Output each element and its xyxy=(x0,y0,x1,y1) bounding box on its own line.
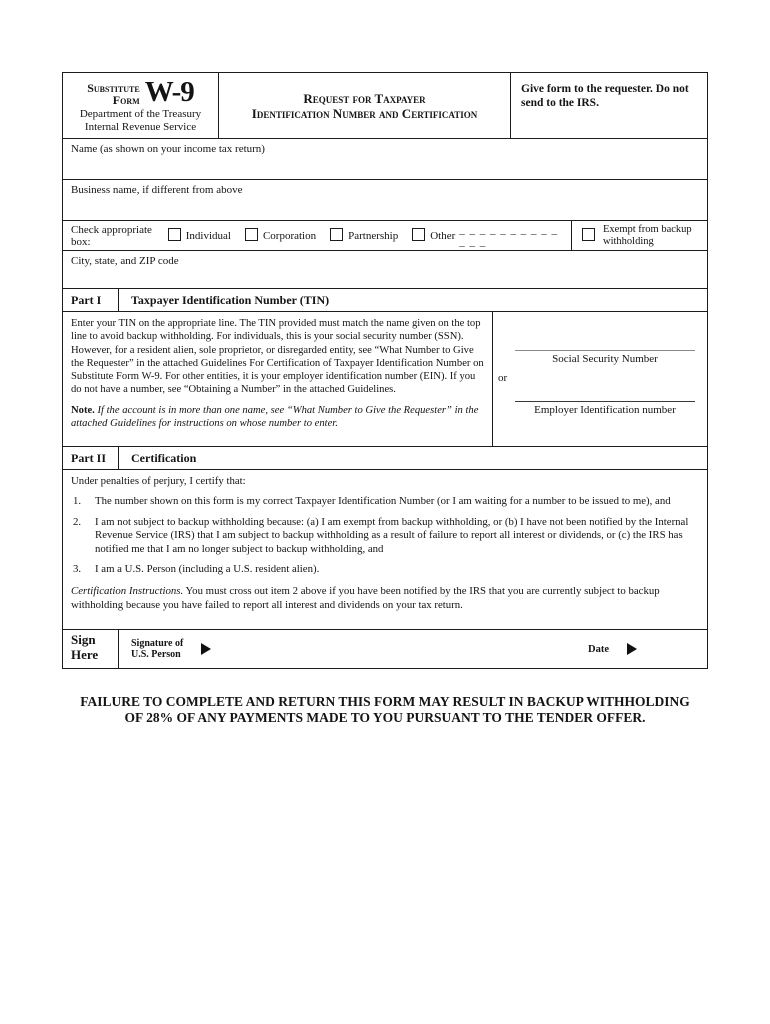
part2-label: Part II xyxy=(63,447,119,469)
business-name-field[interactable] xyxy=(63,180,707,221)
certification-item-1 xyxy=(71,495,699,508)
other-checkbox[interactable] xyxy=(412,228,425,241)
certification-item-2 xyxy=(71,516,699,556)
tin-entry-panel xyxy=(493,312,707,446)
item-3-text: I am a U.S. Person (including a U.S. resident alien). xyxy=(95,563,320,576)
name-field[interactable] xyxy=(63,139,707,180)
certification-instructions-label: Certification Instructions. xyxy=(71,585,184,598)
form-title xyxy=(252,91,477,121)
other-write-in-line[interactable]: _ _ _ _ _ _ _ _ _ _ _ _ _ xyxy=(459,223,559,248)
item-1-text: The number shown on this form is my correct Taxpayer Identification Number (or I am waiting for a number to be issued to me), and xyxy=(95,495,671,508)
irs-label: Internal Revenue Service xyxy=(84,120,197,133)
corporation-checkbox[interactable] xyxy=(245,228,258,241)
part2-body xyxy=(63,470,707,630)
entity-type-options xyxy=(63,221,571,250)
part1-body xyxy=(63,312,707,447)
form-number-block xyxy=(63,76,218,108)
part2-title: Certification xyxy=(131,451,197,465)
item-1-number: 1. xyxy=(73,495,82,508)
part2-header xyxy=(63,447,707,470)
signature-arrow-icon xyxy=(201,643,211,655)
sign-here-label xyxy=(63,630,119,668)
city-state-zip-field[interactable] xyxy=(63,251,707,289)
backup-withholding-warning xyxy=(0,694,770,726)
exempt-backup-withholding-cell xyxy=(571,221,707,250)
check-box-prompt: Check appropriate box: xyxy=(71,223,152,248)
city-state-zip-label: City, state, and ZIP code xyxy=(71,255,179,267)
part1-header xyxy=(63,289,707,312)
individual-label: Individual xyxy=(185,229,231,242)
entity-type-row xyxy=(63,221,707,251)
sign-label-line1: Sign xyxy=(71,632,96,647)
note-label: Note. xyxy=(71,404,95,416)
signature-of-label xyxy=(131,638,183,660)
form-title-line2: Identification Number and Certification xyxy=(251,105,478,121)
exempt-checkbox[interactable] xyxy=(582,228,595,241)
warning-line2: OF 28% OF ANY PAYMENTS MADE TO YOU PURSUANT TO THE TENDER OFFER. xyxy=(124,710,646,725)
partnership-checkbox[interactable] xyxy=(330,228,343,241)
item-2-text: I am not subject to backup withholding because: (a) I am exempt from backup withholding, or (b) I have not been notified by the Internal Revenue Service (IRS) that I am subject to backup withholding as a result of failure to report all interest or dividends, or (c) the IRS has notified me that I am no longer subject to backup withholding, and xyxy=(95,515,689,555)
exempt-label: Exempt from backup withholding xyxy=(603,224,692,247)
corporation-label: Corporation xyxy=(262,229,317,242)
item-3-number: 3. xyxy=(73,563,82,576)
form-header xyxy=(63,73,707,139)
warning-line1: FAILURE TO COMPLETE AND RETURN THIS FORM MAY RESULT IN BACKUP WITHHOLDING xyxy=(80,694,690,709)
ein-entry-line[interactable] xyxy=(515,401,695,402)
certification-intro: Under penalties of perjury, I certify that: xyxy=(71,475,246,487)
partnership-label: Partnership xyxy=(348,229,399,242)
part1-label: Part I xyxy=(63,289,119,311)
part1-note xyxy=(71,404,484,431)
name-field-label: Name (as shown on your income tax return) xyxy=(71,143,265,155)
w9-form xyxy=(62,72,708,669)
form-word-label: Form xyxy=(112,93,140,107)
form-id-block xyxy=(63,73,219,138)
item-2-number: 2. xyxy=(73,515,82,528)
give-form-notice: Give form to the requester. Do not send to the IRS. xyxy=(521,83,689,109)
note-text: If the account is in more than one name, see “What Number to Give the Requester” in the attached Guidelines for instructions on whose number to enter. xyxy=(71,404,479,430)
substitute-label: Substitute xyxy=(87,81,140,95)
date-arrow-icon xyxy=(627,643,637,655)
date-area[interactable] xyxy=(588,643,637,655)
signature-of-line2: U.S. Person xyxy=(131,649,181,660)
date-label: Date xyxy=(588,643,609,655)
substitute-form-label xyxy=(87,79,139,106)
certification-item-3 xyxy=(71,563,699,576)
ein-label: Employer Identification number xyxy=(534,404,676,416)
form-title-block xyxy=(219,73,511,138)
or-label: or xyxy=(498,372,508,384)
business-name-field-label: Business name, if different from above xyxy=(71,184,243,196)
part1-title: Taxpayer Identification Number (TIN) xyxy=(131,293,330,307)
form-title-line1: Request for Taxpayer xyxy=(303,90,426,106)
other-label: Other xyxy=(430,229,456,242)
agency-block xyxy=(63,108,218,133)
part1-instructions xyxy=(63,312,493,446)
ssn-entry-line[interactable] xyxy=(515,350,695,351)
certification-instructions-text: You must cross out item 2 above if you have been notified by the IRS that you are currently subject to backup withholding because you have failed to report all interest and dividends on your tax return. xyxy=(71,585,660,611)
form-number: W-9 xyxy=(144,76,194,108)
individual-checkbox[interactable] xyxy=(168,228,181,241)
signature-row xyxy=(63,630,707,668)
signature-area xyxy=(119,630,707,668)
dept-treasury-label: Department of the Treasury xyxy=(79,108,202,120)
sign-label-line2: Here xyxy=(71,647,99,662)
part1-instructions-text: Enter your TIN on the appropriate line. The TIN provided must match the name given on the top line to avoid backup withholding. For individuals, this is your social security number (SSN). However, for a resident alien, sole proprietor, or disregarded entity, see “What Number to Give the Requester” in the attached Guidelines For Certification of Taxpayer Identification Number on Substitute Form W-9. For other entities, it is your employer identification number (EIN). If you do not have a number, see “Obtaining a Number” in the attached Guidelines. xyxy=(71,318,484,396)
ssn-label: Social Security Number xyxy=(552,353,658,365)
certification-instructions xyxy=(71,585,699,612)
signature-of-line1: Signature of xyxy=(131,638,184,649)
